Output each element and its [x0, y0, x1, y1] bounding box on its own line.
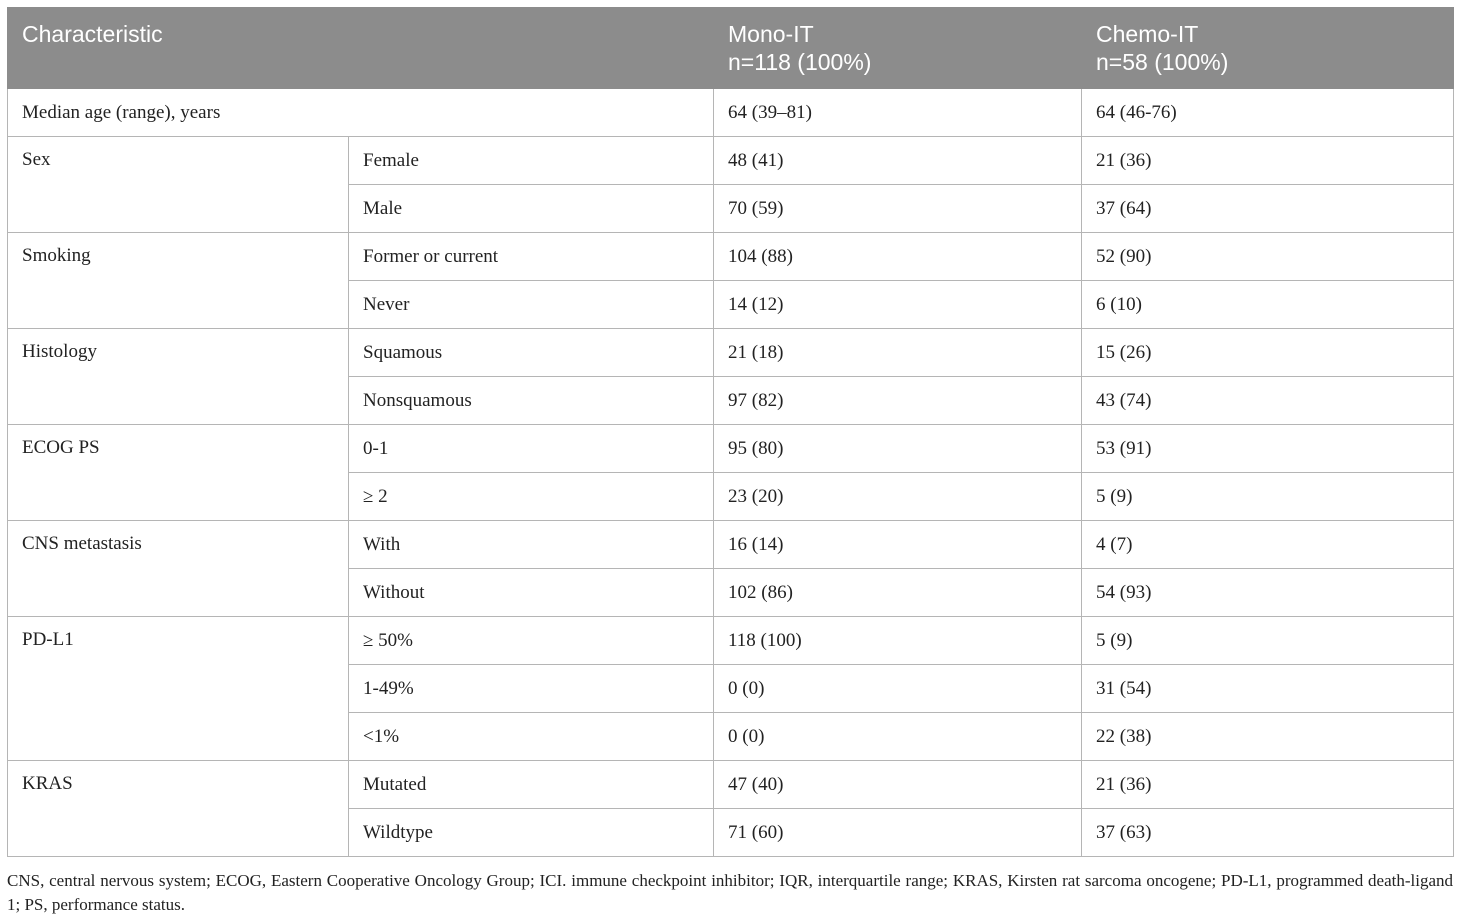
mono-it-value: 70 (59): [714, 185, 1082, 233]
table-row: [8, 521, 1454, 569]
chemo-it-value: 5 (9): [1082, 473, 1454, 521]
table-row: [8, 617, 1454, 665]
table-row: [8, 329, 1454, 377]
mono-it-value: 16 (14): [714, 521, 1082, 569]
subcategory-label: Mutated: [349, 761, 714, 809]
chemo-it-value: 43 (74): [1082, 377, 1454, 425]
subcategory-label: Without: [349, 569, 714, 617]
table-row: [8, 761, 1454, 809]
group-label: Histology: [8, 329, 349, 425]
table-row: [8, 425, 1454, 473]
table-row: [8, 233, 1454, 281]
header-characteristic: Characteristic: [8, 8, 714, 89]
subcategory-label: Wildtype: [349, 809, 714, 857]
table-container: [7, 7, 1453, 857]
mono-it-value: 102 (86): [714, 569, 1082, 617]
group-label: Smoking: [8, 233, 349, 329]
group-label: CNS metastasis: [8, 521, 349, 617]
chemo-it-value: 15 (26): [1082, 329, 1454, 377]
mono-it-value: 23 (20): [714, 473, 1082, 521]
mono-it-value: 14 (12): [714, 281, 1082, 329]
mono-it-value: 97 (82): [714, 377, 1082, 425]
mono-it-value: 95 (80): [714, 425, 1082, 473]
table-footnote: CNS, central nervous system; ECOG, Eastern Cooperative Oncology Group; ICI. immune checkpoint inhibitor; IQR, interquartile range; KRAS, Kirsten rat sarcoma oncogene; PD-L1, programmed death-ligand 1; PS, performance status.: [7, 871, 1453, 914]
header-chemo-it: [1082, 8, 1454, 89]
mono-it-value: 21 (18): [714, 329, 1082, 377]
group-label: ECOG PS: [8, 425, 349, 521]
subcategory-label: Male: [349, 185, 714, 233]
age-label: Median age (range), years: [8, 89, 714, 137]
subcategory-label: Squamous: [349, 329, 714, 377]
subcategory-label: 1-49%: [349, 665, 714, 713]
header-chemo-count: n=58 (100%): [1096, 49, 1229, 75]
mono-it-value: 104 (88): [714, 233, 1082, 281]
header-row: [8, 8, 1454, 89]
mono-it-value: 0 (0): [714, 665, 1082, 713]
subcategory-label: ≥ 50%: [349, 617, 714, 665]
subcategory-label: With: [349, 521, 714, 569]
header-mono-title: Mono-IT: [728, 21, 814, 47]
chemo-it-value: 6 (10): [1082, 281, 1454, 329]
header-mono-count: n=118 (100%): [728, 49, 872, 75]
characteristics-table: [7, 7, 1454, 857]
age-chemo-value: 64 (46-76): [1082, 89, 1454, 137]
chemo-it-value: 5 (9): [1082, 617, 1454, 665]
chemo-it-value: 37 (64): [1082, 185, 1454, 233]
subcategory-label: Female: [349, 137, 714, 185]
mono-it-value: 0 (0): [714, 713, 1082, 761]
table-body: [8, 89, 1454, 857]
group-label: PD-L1: [8, 617, 349, 761]
chemo-it-value: 37 (63): [1082, 809, 1454, 857]
chemo-it-value: 54 (93): [1082, 569, 1454, 617]
subcategory-label: Never: [349, 281, 714, 329]
chemo-it-value: 22 (38): [1082, 713, 1454, 761]
mono-it-value: 71 (60): [714, 809, 1082, 857]
chemo-it-value: 21 (36): [1082, 761, 1454, 809]
table-row: [8, 137, 1454, 185]
group-label: KRAS: [8, 761, 349, 857]
chemo-it-value: 53 (91): [1082, 425, 1454, 473]
mono-it-value: 118 (100): [714, 617, 1082, 665]
header-chemo-title: Chemo-IT: [1096, 21, 1199, 47]
table-row: [8, 89, 1454, 137]
chemo-it-value: 52 (90): [1082, 233, 1454, 281]
age-mono-value: 64 (39–81): [714, 89, 1082, 137]
group-label: Sex: [8, 137, 349, 233]
chemo-it-value: 21 (36): [1082, 137, 1454, 185]
mono-it-value: 48 (41): [714, 137, 1082, 185]
subcategory-label: 0-1: [349, 425, 714, 473]
chemo-it-value: 4 (7): [1082, 521, 1454, 569]
subcategory-label: <1%: [349, 713, 714, 761]
subcategory-label: Former or current: [349, 233, 714, 281]
subcategory-label: Nonsquamous: [349, 377, 714, 425]
subcategory-label: ≥ 2: [349, 473, 714, 521]
header-mono-it: [714, 8, 1082, 89]
chemo-it-value: 31 (54): [1082, 665, 1454, 713]
mono-it-value: 47 (40): [714, 761, 1082, 809]
